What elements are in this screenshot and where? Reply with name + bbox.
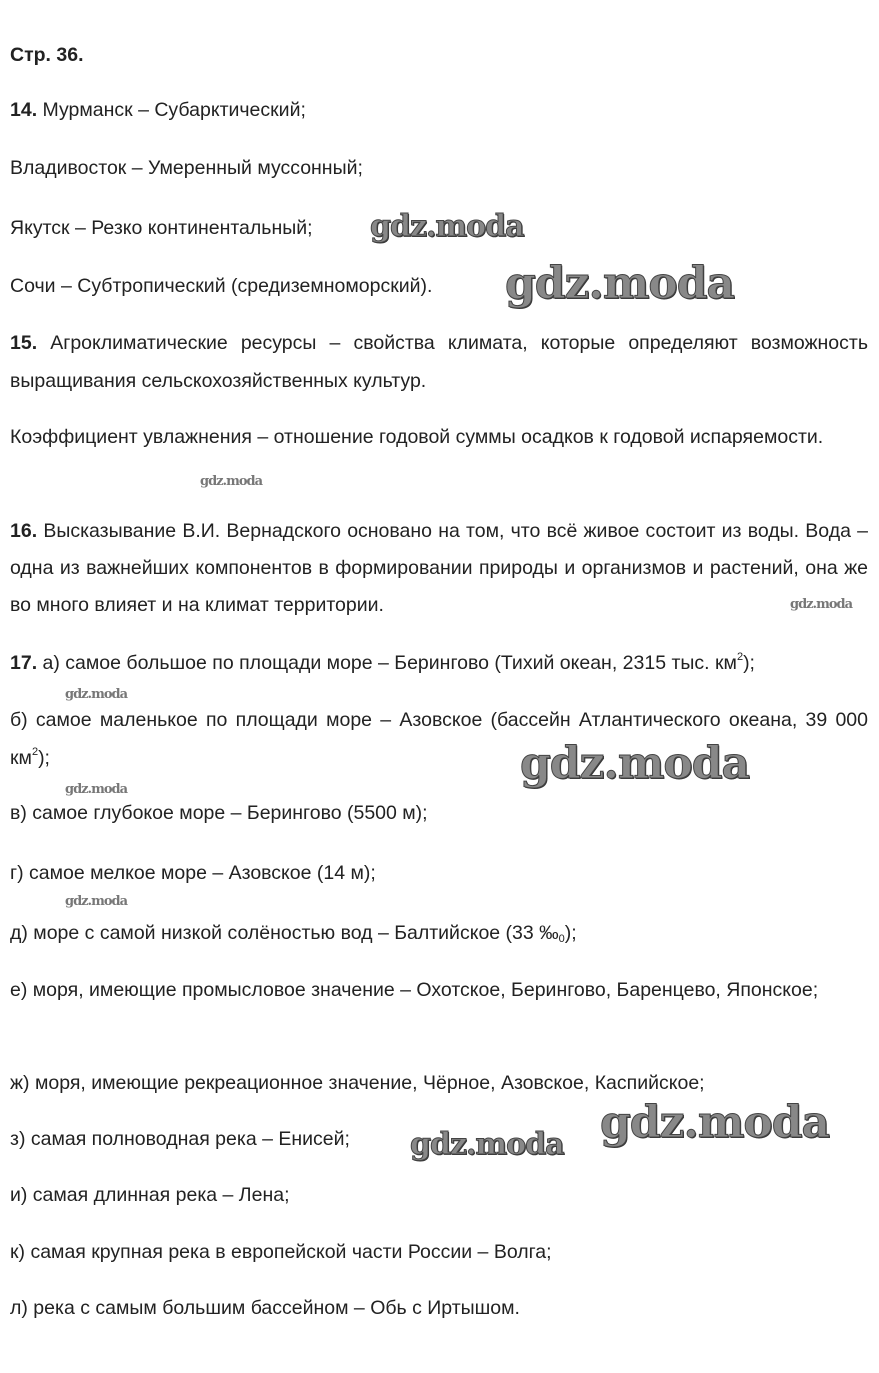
- q16-paragraph: 16. Высказывание В.И. Вернадского основано на том, что всё живое состоит из воды. Вода – одна из важнейших компонентов в формировании природы и организмов и растений, она же во много влияет и на климат территории.: [10, 520, 868, 616]
- q17-g: г) самое мелкое море – Азовское (14 м);: [10, 862, 376, 884]
- q15-paragraph-2: Коэффициент увлажнения – отношение годовой суммы осадков к годовой испаряемости.: [10, 426, 824, 448]
- q17-zh: ж) моря, имеющие рекреационное значение, Чёрное, Азовское, Каспийское;: [10, 1072, 705, 1094]
- q17-e: е) моря, имеющие промысловое значение – Охотское, Берингово, Баренцево, Японское;: [10, 979, 819, 1001]
- q14-line-3: Якутск – Резко континентальный;: [10, 217, 313, 239]
- q17-v: в) самое глубокое море – Берингово (5500 м);: [10, 802, 428, 824]
- watermark: gdz.moda: [65, 894, 128, 909]
- q14-line-2: Владивосток – Умеренный муссонный;: [10, 157, 363, 179]
- q17-k: к) самая крупная река в европейской части России – Волга;: [10, 1241, 552, 1263]
- q14-line-1: 14. Мурманск – Субарктический;: [10, 99, 306, 121]
- watermark: gdz.moda: [790, 597, 853, 612]
- watermark: gdz.moda: [505, 258, 735, 309]
- q17-b: б) самое маленькое по площади море – Азовское (бассейн Атлантического океана, 39 000 $км^2$);: [10, 709, 868, 769]
- q17-z: з) самая полноводная река – Енисей;: [10, 1128, 350, 1150]
- q14-line-4: Сочи – Субтропический (средиземноморский).: [10, 275, 433, 297]
- watermark: gdz.moda: [65, 782, 128, 797]
- q17-a: 17. а) самое большое по площади море – Берингово (Тихий океан, 2315 тыс. $км^2$);: [10, 651, 755, 674]
- watermark: gdz.moda: [520, 738, 750, 789]
- watermark: gdz.moda: [600, 1097, 830, 1148]
- q17-d: д) море с самой низкой солёностью вод – Балтийское (33 $‰_0$);: [10, 922, 577, 945]
- watermark: gdz.moda: [410, 1127, 564, 1162]
- watermark: gdz.moda: [370, 209, 524, 244]
- page-header: Стр. 36.: [10, 44, 84, 66]
- watermark: gdz.moda: [200, 474, 263, 489]
- q17-i: и) самая длинная река – Лена;: [10, 1184, 290, 1206]
- q17-l: л) река с самым большим бассейном – Обь с Иртышом.: [10, 1297, 520, 1319]
- q15-paragraph-1: 15. Агроклиматические ресурсы – свойства климата, которые определяют возможность выращивания сельскохозяйственных культур.: [10, 332, 868, 392]
- watermark: gdz.moda: [65, 687, 128, 702]
